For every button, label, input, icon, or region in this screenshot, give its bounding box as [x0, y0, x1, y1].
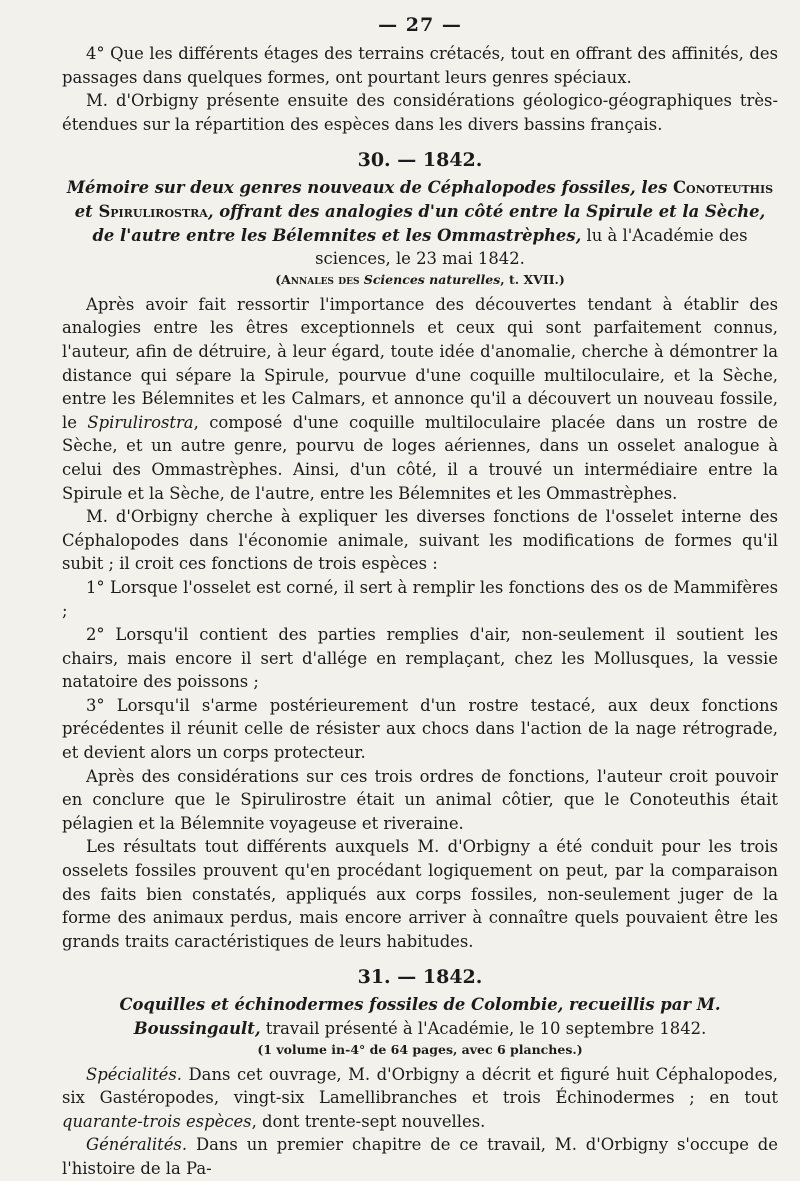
- section-30-heading-conoteuthis: Conoteuthis: [673, 178, 774, 198]
- section-30-citation-italic: Sciences naturelles: [363, 271, 501, 287]
- section-30-p1-italic: Spirulirostra: [87, 412, 194, 432]
- section-30-paragraph-3: Après des considérations sur ces trois ordres de fonctions, l'auteur croit pouvoir en conclure que le Spirulirostre était un animal côtier, que le Conoteuthis était pélagien et la Bélemnite voyageuse et riveraine.: [62, 766, 778, 833]
- paragraph-top-1: 4° Que les différents étages des terrains crétacés, tout en offrant des affinités, des passages dans quelques formes, ont pourtant leurs genres spéciaux.: [62, 44, 778, 87]
- section-30-citation-close: , t. XVII.): [500, 271, 565, 287]
- section-30-item-1: 1° Lorsque l'osselet est corné, il sert à remplir les fonctions des os de Mammifères ;: [62, 577, 778, 621]
- section-31-p1-part-b: , dont trente-sept nouvelles.: [251, 1111, 486, 1131]
- section-31-p2-text: Dans un premier chapitre de ce travail, M. d'Orbigny s'occupe de l'histoire de la Pa-: [62, 1135, 778, 1178]
- section-30-heading-part-b: et: [74, 201, 99, 221]
- section-30-heading-plain: lu à l'Académie des sciences, le 23 mai 1842.: [315, 225, 748, 269]
- section-31-p1-part-a: Dans cet ouvrage, M. d'Orbigny a décrit et figuré huit Céphalopodes, six Gastéropodes, vingt-six Lamellibranches et trois Échinodermes ; en tout: [62, 1064, 778, 1108]
- section-30-title: 30. — 1842.: [357, 149, 483, 172]
- section-31-heading-italic: Coquilles et échinodermes fossiles de Colombie, recueillis par M. Boussingault,: [119, 995, 721, 1038]
- section-30-p1-part-a: Après avoir fait ressortir l'importance des découvertes tendant à établir des analogies entre les êtres exceptionnels et ceux qui sont parfaitement connus, l'auteur, afin de détruire, à leur égard, toute idée d'anomalie, cherche à démontrer la distance qui sépare la Spirule, pourvue d'une coquille multiloculaire, et la Sèche, entre les Bélemnites et les Calmars, et annonce qu'il a découvert un nouveau fossile, le: [62, 294, 778, 432]
- section-30-citation: [62, 271, 778, 289]
- section-30-paragraph-4: Les résultats tout différents auxquels M. d'Orbigny a été conduit pour les trois osselets fossiles prouvent qu'en procédant logiquement on peut, par la comparaison des faits bien constatés, appliqués aux corps fossiles, non-seulement juger de la forme des animaux perdus, mais encore arriver à connaître quels pouvaient être les grands traits caractéristiques de leurs habitudes.: [62, 837, 778, 951]
- section-31-p1-label: Spécialités.: [86, 1064, 183, 1084]
- section-30-heading-part-a: Mémoire sur deux genres nouveaux de Céphalopodes fossiles, les: [66, 178, 674, 198]
- section-31-heading-plain: travail présenté à l'Académie, le 10 septembre 1842.: [260, 1018, 707, 1038]
- section-31-p2-label: Généralités.: [86, 1135, 188, 1155]
- section-31-paragraph-1: [62, 1063, 778, 1134]
- section-30-paragraph-1: [62, 293, 778, 505]
- section-30-item-2: 2° Lorsqu'il contient des parties remplies d'air, non-seulement il soutient les chairs, mais encore il sert d'allége en remplaçant, chez les Mollusques, la vessie natatoire des poissons ;: [62, 625, 778, 692]
- section-31-title: 31. — 1842.: [357, 966, 483, 989]
- section-30-heading-part-c: , offrant des analogies d'un côté entre la Spirule et la Sèche, de l'autre entre les Bélemnites et les Ommastrèphes,: [92, 201, 766, 245]
- paragraph-top-2: M. d'Orbigny présente ensuite des considérations géologico-géographiques très-étendues sur la répartition des espèces dans les divers bassins français.: [62, 91, 778, 134]
- page-number: — 27 —: [378, 14, 462, 36]
- section-31-citation: (1 volume in-4° de 64 pages, avec 6 planches.): [257, 1041, 583, 1057]
- section-30-item-3: 3° Lorsqu'il s'arme postérieurement d'un rostre testacé, aux deux fonctions précédentes il réunit celle de résister aux chocs dans l'action de la nage rétrograde, et devient alors un corps protecteur.: [62, 695, 778, 763]
- section-31-p1-italic: quarante-trois espèces: [62, 1111, 252, 1131]
- section-31-heading: [62, 993, 778, 1040]
- section-30-p1-part-b: , composé d'une coquille multiloculaire placée dans un rostre de Sèche, et un autre genre, pourvu de loges aériennes, dans un osselet analogue à celui des Ommastrèphes. Ainsi, d'un côté, il a trouvé un intermédiaire entre la Spirule et la Sèche, de l'autre, entre les Bélemnites et les Ommastrèphes.: [62, 412, 778, 503]
- section-30-heading-spirulirostra: Spirulirostra: [98, 201, 208, 221]
- section-30-heading: [62, 176, 778, 270]
- section-31-paragraph-2: [62, 1133, 778, 1180]
- section-30-citation-open: (Annales des: [275, 271, 364, 287]
- section-30-paragraph-2: M. d'Orbigny cherche à expliquer les diverses fonctions de l'osselet interne des Céphalopodes dans l'économie animale, suivant les modifications de formes qu'il subit ; il croit ces fonctions de trois espèces :: [62, 507, 778, 574]
